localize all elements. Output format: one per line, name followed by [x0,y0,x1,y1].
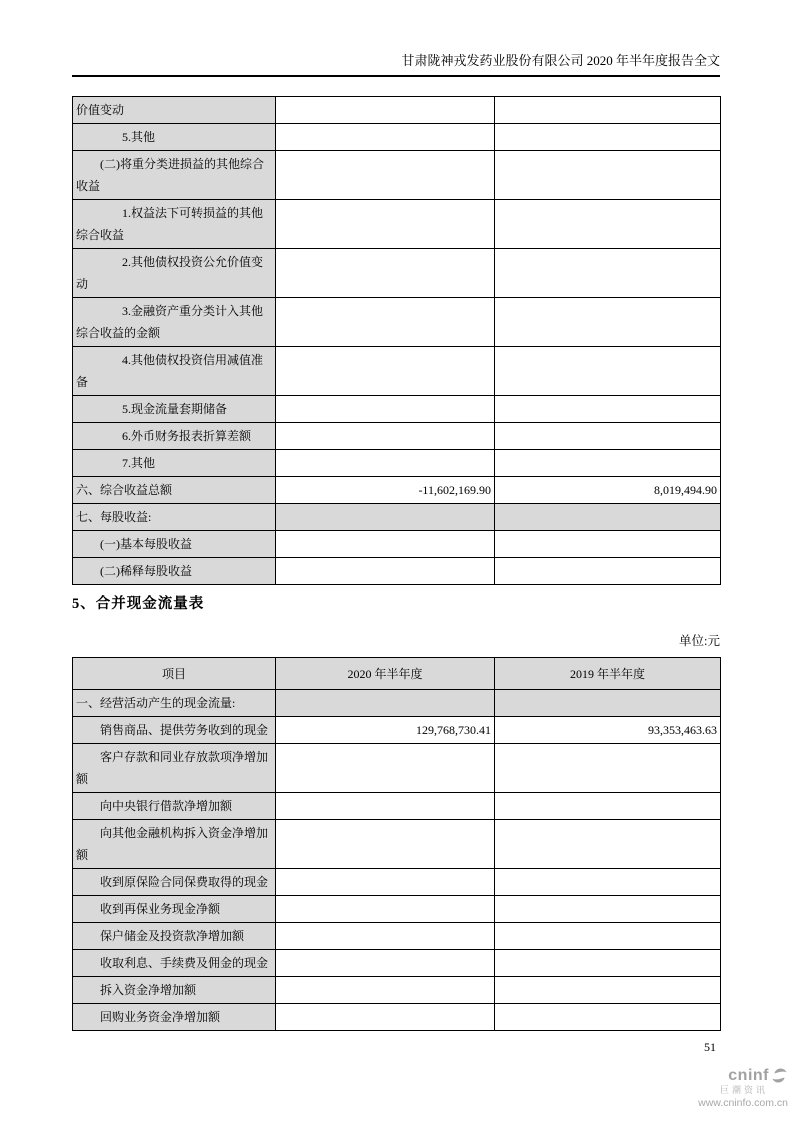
column-header-2020: 2020 年半年度 [276,658,495,690]
row-label: 4.其他债权投资信用减值准备 [73,347,276,396]
value-2020 [276,820,495,869]
cninfo-logo-text: cninf [728,1066,769,1084]
value-2020 [276,450,495,477]
row-label: 客户存款和同业存放款项净增加额 [73,744,276,793]
table-row [73,450,721,477]
table-row [73,977,721,1004]
value-2019 [495,531,721,558]
table-row [73,923,721,950]
value-2019 [495,450,721,477]
row-label: 1.权益法下可转损益的其他综合收益 [73,200,276,249]
row-label: (一)基本每股收益 [73,531,276,558]
table-row [73,200,721,249]
table-row [73,690,721,717]
row-label: 拆入资金净增加额 [73,977,276,1004]
section-title: 5、合并现金流量表 [72,596,205,612]
row-label: 六、综合收益总额 [73,477,276,504]
table-row [73,124,721,151]
value-2019 [495,396,721,423]
value-2020 [276,744,495,793]
value-2019 [495,200,721,249]
swirl-icon [771,1067,788,1084]
value-2020 [276,97,495,124]
value-2020: 129,768,730.41 [276,717,495,744]
value-2020 [276,200,495,249]
value-2019: 8,019,494.90 [495,477,721,504]
value-2019 [495,744,721,793]
cash-flow-table [72,657,721,1031]
value-2019 [495,423,721,450]
value-2020 [276,151,495,200]
table-row-total-comprehensive-income [73,477,721,504]
value-2019 [495,249,721,298]
value-2019 [495,1004,721,1031]
column-header-2019: 2019 年半年度 [495,658,721,690]
row-label: 向其他金融机构拆入资金净增加额 [73,820,276,869]
table-row [73,950,721,977]
cninfo-logo [698,1067,788,1109]
value-2019 [495,347,721,396]
value-2019: 93,353,463.63 [495,717,721,744]
value-2019 [495,950,721,977]
row-label: (二)将重分类进损益的其他综合收益 [73,151,276,200]
row-label: 3.金融资产重分类计入其他综合收益的金额 [73,298,276,347]
value-2020 [276,869,495,896]
value-2019 [495,820,721,869]
table-row [73,820,721,869]
row-label: 2.其他债权投资公允价值变动 [73,249,276,298]
column-header-item: 项目 [73,658,276,690]
row-label: 收到再保业务现金净额 [73,896,276,923]
table-row [73,97,721,124]
value-2020 [276,423,495,450]
value-2020 [276,249,495,298]
value-2020 [276,396,495,423]
value-2019 [495,896,721,923]
table-row [73,151,721,200]
page-number: 51 [704,1040,716,1054]
value-2020 [276,896,495,923]
row-label: (二)稀释每股收益 [73,558,276,585]
value-2020 [276,531,495,558]
table-row-sales-cash-received [73,717,721,744]
row-label: 价值变动 [73,97,276,124]
value-2019 [495,124,721,151]
row-label: 7.其他 [73,450,276,477]
table-row [73,347,721,396]
table-row [73,558,721,585]
row-label: 保户储金及投资款净增加额 [73,923,276,950]
table-header-row [73,658,721,690]
table-row [73,396,721,423]
table-row [73,504,721,531]
value-2019 [495,869,721,896]
value-2019 [495,923,721,950]
value-2019 [495,151,721,200]
value-2019 [495,690,721,717]
value-2019 [495,977,721,1004]
value-2020 [276,950,495,977]
row-label: 5.其他 [73,124,276,151]
row-label: 七、每股收益: [73,504,276,531]
cninfo-logo-row [698,1067,788,1084]
doc-header-title: 甘肃陇神戎发药业股份有限公司 2020 年半年度报告全文 [72,52,720,77]
value-2019 [495,97,721,124]
row-label: 向中央银行借款净增加额 [73,793,276,820]
value-2020 [276,923,495,950]
table-row [73,869,721,896]
table-row [73,793,721,820]
value-2020 [276,977,495,1004]
cninfo-logo-url: www.cninfo.com.cn [698,1097,788,1109]
row-label: 收到原保险合同保费取得的现金 [73,869,276,896]
income-statement-table [72,96,721,585]
value-2019 [495,298,721,347]
value-2019 [495,793,721,820]
table-row [73,744,721,793]
row-label: 6.外币财务报表折算差额 [73,423,276,450]
value-2020 [276,504,495,531]
value-2020 [276,793,495,820]
value-2019 [495,504,721,531]
value-2020 [276,124,495,151]
row-label: 回购业务资金净增加额 [73,1004,276,1031]
cninfo-logo-subtitle: 巨潮资讯 [719,1085,768,1095]
value-2020 [276,298,495,347]
value-2020: -11,602,169.90 [276,477,495,504]
table-row [73,249,721,298]
table-row [73,298,721,347]
row-label: 销售商品、提供劳务收到的现金 [73,717,276,744]
value-2019 [495,558,721,585]
row-label: 5.现金流量套期储备 [73,396,276,423]
table-row [73,896,721,923]
value-2020 [276,347,495,396]
table-row [73,531,721,558]
value-2020 [276,690,495,717]
unit-label: 单位:元 [679,634,720,648]
table-row [73,1004,721,1031]
table-row [73,423,721,450]
row-label: 一、经营活动产生的现金流量: [73,690,276,717]
row-label: 收取利息、手续费及佣金的现金 [73,950,276,977]
value-2020 [276,1004,495,1031]
value-2020 [276,558,495,585]
